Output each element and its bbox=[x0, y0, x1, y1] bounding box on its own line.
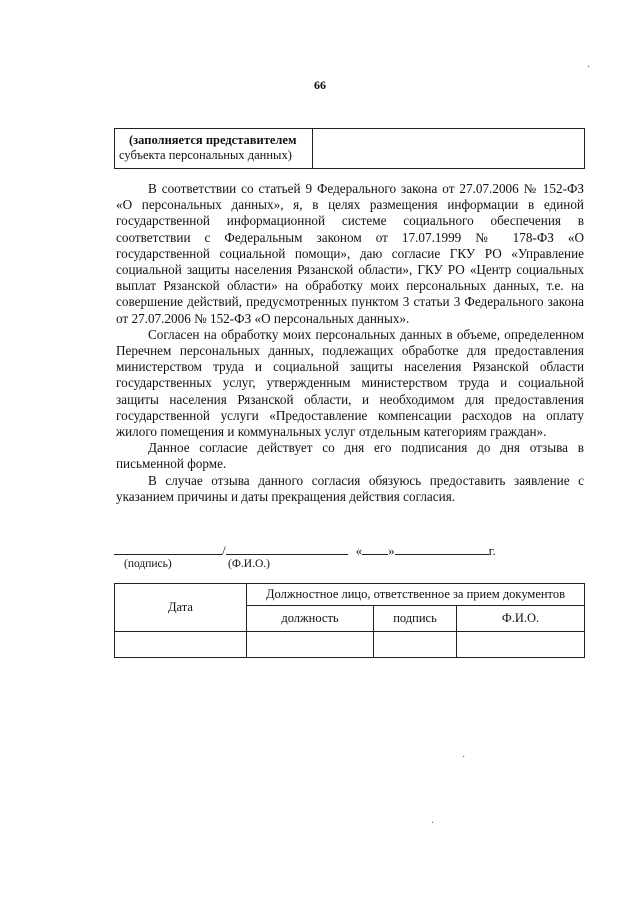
representative-value-cell[interactable] bbox=[313, 129, 585, 169]
year-suffix: г. bbox=[488, 543, 496, 558]
signature-label: (подпись) bbox=[124, 558, 172, 570]
date-cell[interactable] bbox=[115, 632, 247, 658]
acceptance-table bbox=[114, 583, 585, 658]
scan-speck: · bbox=[587, 62, 591, 73]
consent-paragraph-3: Данное согласие действует со дня его подписания до дня отзыва в письменной форме. bbox=[116, 440, 584, 472]
signature-blank[interactable] bbox=[114, 542, 222, 555]
date-quote-open: « bbox=[355, 543, 363, 558]
name-cell[interactable] bbox=[457, 632, 585, 658]
signature-cell[interactable] bbox=[374, 632, 457, 658]
month-blank[interactable] bbox=[395, 542, 489, 555]
scan-speck: · bbox=[431, 818, 435, 829]
signature-header: подпись bbox=[374, 606, 457, 632]
name-header: Ф.И.О. bbox=[457, 606, 585, 632]
representative-table bbox=[114, 128, 585, 169]
official-header: Должностное лицо, ответственное за прием документов bbox=[247, 584, 585, 606]
signature-slash: / bbox=[222, 543, 226, 558]
representative-label-line1: (заполняется представителем bbox=[129, 133, 297, 147]
consent-paragraph-2: Согласен на обработку моих персональных данных в объеме, определенном Перечнем персональных данных, подлежащих обработке для предоставления министерством труда и социальной защиты населения Рязанской области государственных услуг, утвержденным министерством труда и социальной защиты населения Рязанской области, и необходимом для предоставления государственной услуги «Предоставление компенсации расходов на оплату жилого помещения и коммунальных услуг отдельным категориям граждан». bbox=[116, 326, 584, 440]
representative-label-line2: субъекта персональных данных) bbox=[119, 148, 292, 162]
signature-line bbox=[114, 542, 496, 559]
consent-paragraph-4: В случае отзыва данного согласия обязуюсь предоставить заявление с указанием причины и даты прекращения действия согласия. bbox=[116, 472, 584, 504]
page-number: 66 bbox=[314, 78, 326, 92]
date-header: Дата bbox=[115, 584, 247, 632]
name-blank[interactable] bbox=[226, 542, 348, 555]
consent-text bbox=[116, 181, 584, 505]
position-header: должность bbox=[247, 606, 374, 632]
date-quote-close: » bbox=[388, 543, 395, 558]
name-label: (Ф.И.О.) bbox=[228, 558, 270, 570]
representative-label-cell bbox=[115, 129, 313, 169]
position-cell[interactable] bbox=[247, 632, 374, 658]
consent-paragraph-1: В соответствии со статьей 9 Федерального закона от 27.07.2006 № 152-ФЗ «О персональных данных», я, в целях размещения информации в единой государственной информационной системе социального обеспечения в соответствии с Федеральным законом от 17.07.1999 № 178-ФЗ «О государственной социальной помощи», даю согласие ГКУ РО «Управление социальной защиты населения Рязанской области», ГКУ РО «Центр социальных выплат Рязанской области» на обработку моих персональных данных, т.е. на совершение действий, предусмотренных пунктом 3 статьи 3 Федерального закона от 27.07.2006 № 152-ФЗ «О персональных данных». bbox=[116, 181, 584, 326]
scan-speck: · bbox=[462, 752, 466, 763]
day-blank[interactable] bbox=[362, 542, 388, 555]
